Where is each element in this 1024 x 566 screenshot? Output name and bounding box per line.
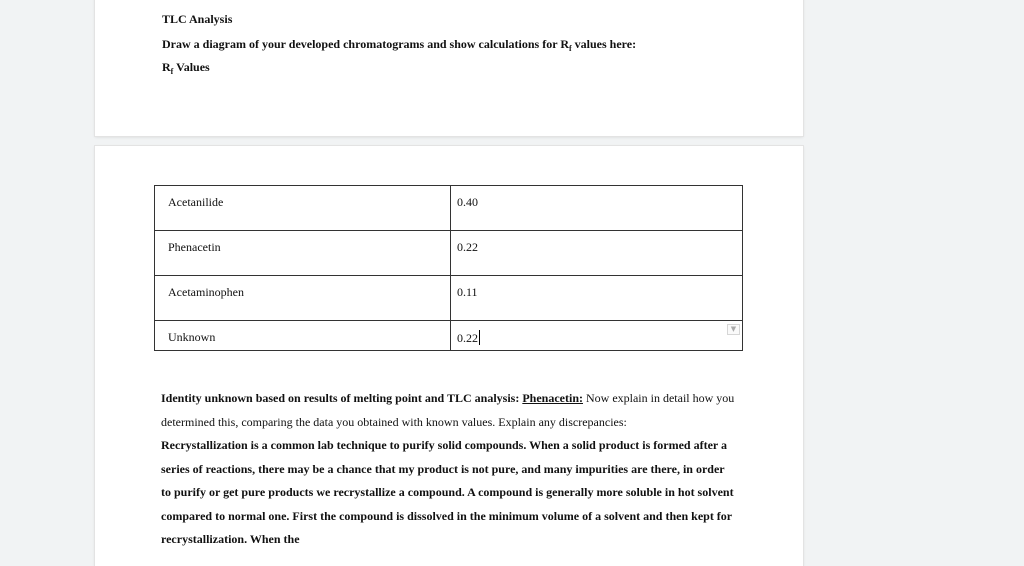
rf-values-table — [154, 185, 743, 351]
cell-text: Unknown — [168, 330, 216, 344]
document-page-2 — [95, 146, 803, 566]
table-row — [155, 321, 743, 351]
instruction-end: values here: — [571, 37, 637, 51]
table-cell-rf[interactable] — [451, 186, 743, 231]
cell-text: 0.11 — [457, 285, 478, 299]
cell-value: 0.22 — [457, 331, 478, 345]
table-cell-rf[interactable] — [451, 276, 743, 321]
rf-label-subscript: f — [170, 67, 174, 76]
cell-text: 0.22 — [457, 240, 478, 254]
recrystallization-paragraph: Recrystallization is a common lab technique to purify solid compounds. When a solid product is formed after a series of reactions, there may be a chance that my product is not pure, and many impurities are there, in order to purify or get pure products we recrystallize a compound. A compound is generally more soluble in hot solvent compared to normal one. First the compound is dissolved in the minimum volume of a solvent and then kept for recrystallization. When the — [161, 438, 734, 546]
table-cell-rf-active[interactable] — [451, 321, 743, 351]
table-cell-compound[interactable] — [155, 321, 451, 351]
table-row — [155, 186, 743, 231]
cell-text: Phenacetin — [168, 240, 221, 254]
text-cursor — [479, 330, 480, 345]
identity-answer: Phenacetin: — [522, 391, 583, 405]
table-row — [155, 276, 743, 321]
cell-text: Acetanilide — [168, 195, 224, 209]
rf-label-rest: Values — [173, 60, 210, 74]
table-cell-compound[interactable] — [155, 186, 451, 231]
cell-text: Acetaminophen — [168, 285, 244, 299]
identity-explain: Now explain in detail how you determined this, comparing the data you obtained with known values. Explain any discrepancies: — [161, 391, 735, 429]
instruction-text — [162, 37, 636, 53]
section-title: TLC Analysis — [162, 12, 233, 26]
table-row — [155, 231, 743, 276]
instruction-subscript: f — [569, 44, 572, 53]
table-cell-compound[interactable] — [155, 231, 451, 276]
table-cell-compound[interactable] — [155, 276, 451, 321]
cell-text-active — [451, 321, 742, 350]
rf-values-heading — [162, 60, 210, 76]
table-cell-rf[interactable] — [451, 231, 743, 276]
document-page-1 — [95, 0, 803, 136]
identity-prompt: Identity unknown based on results of melting point and TLC analysis: — [161, 391, 523, 405]
rf-label-r: R — [162, 60, 171, 74]
answer-paragraph — [161, 387, 736, 552]
cell-dropdown-icon[interactable]: ▼ — [727, 324, 740, 335]
instruction-main: Draw a diagram of your developed chromatograms and show calculations for R — [162, 37, 569, 51]
cell-text: 0.40 — [457, 195, 478, 209]
